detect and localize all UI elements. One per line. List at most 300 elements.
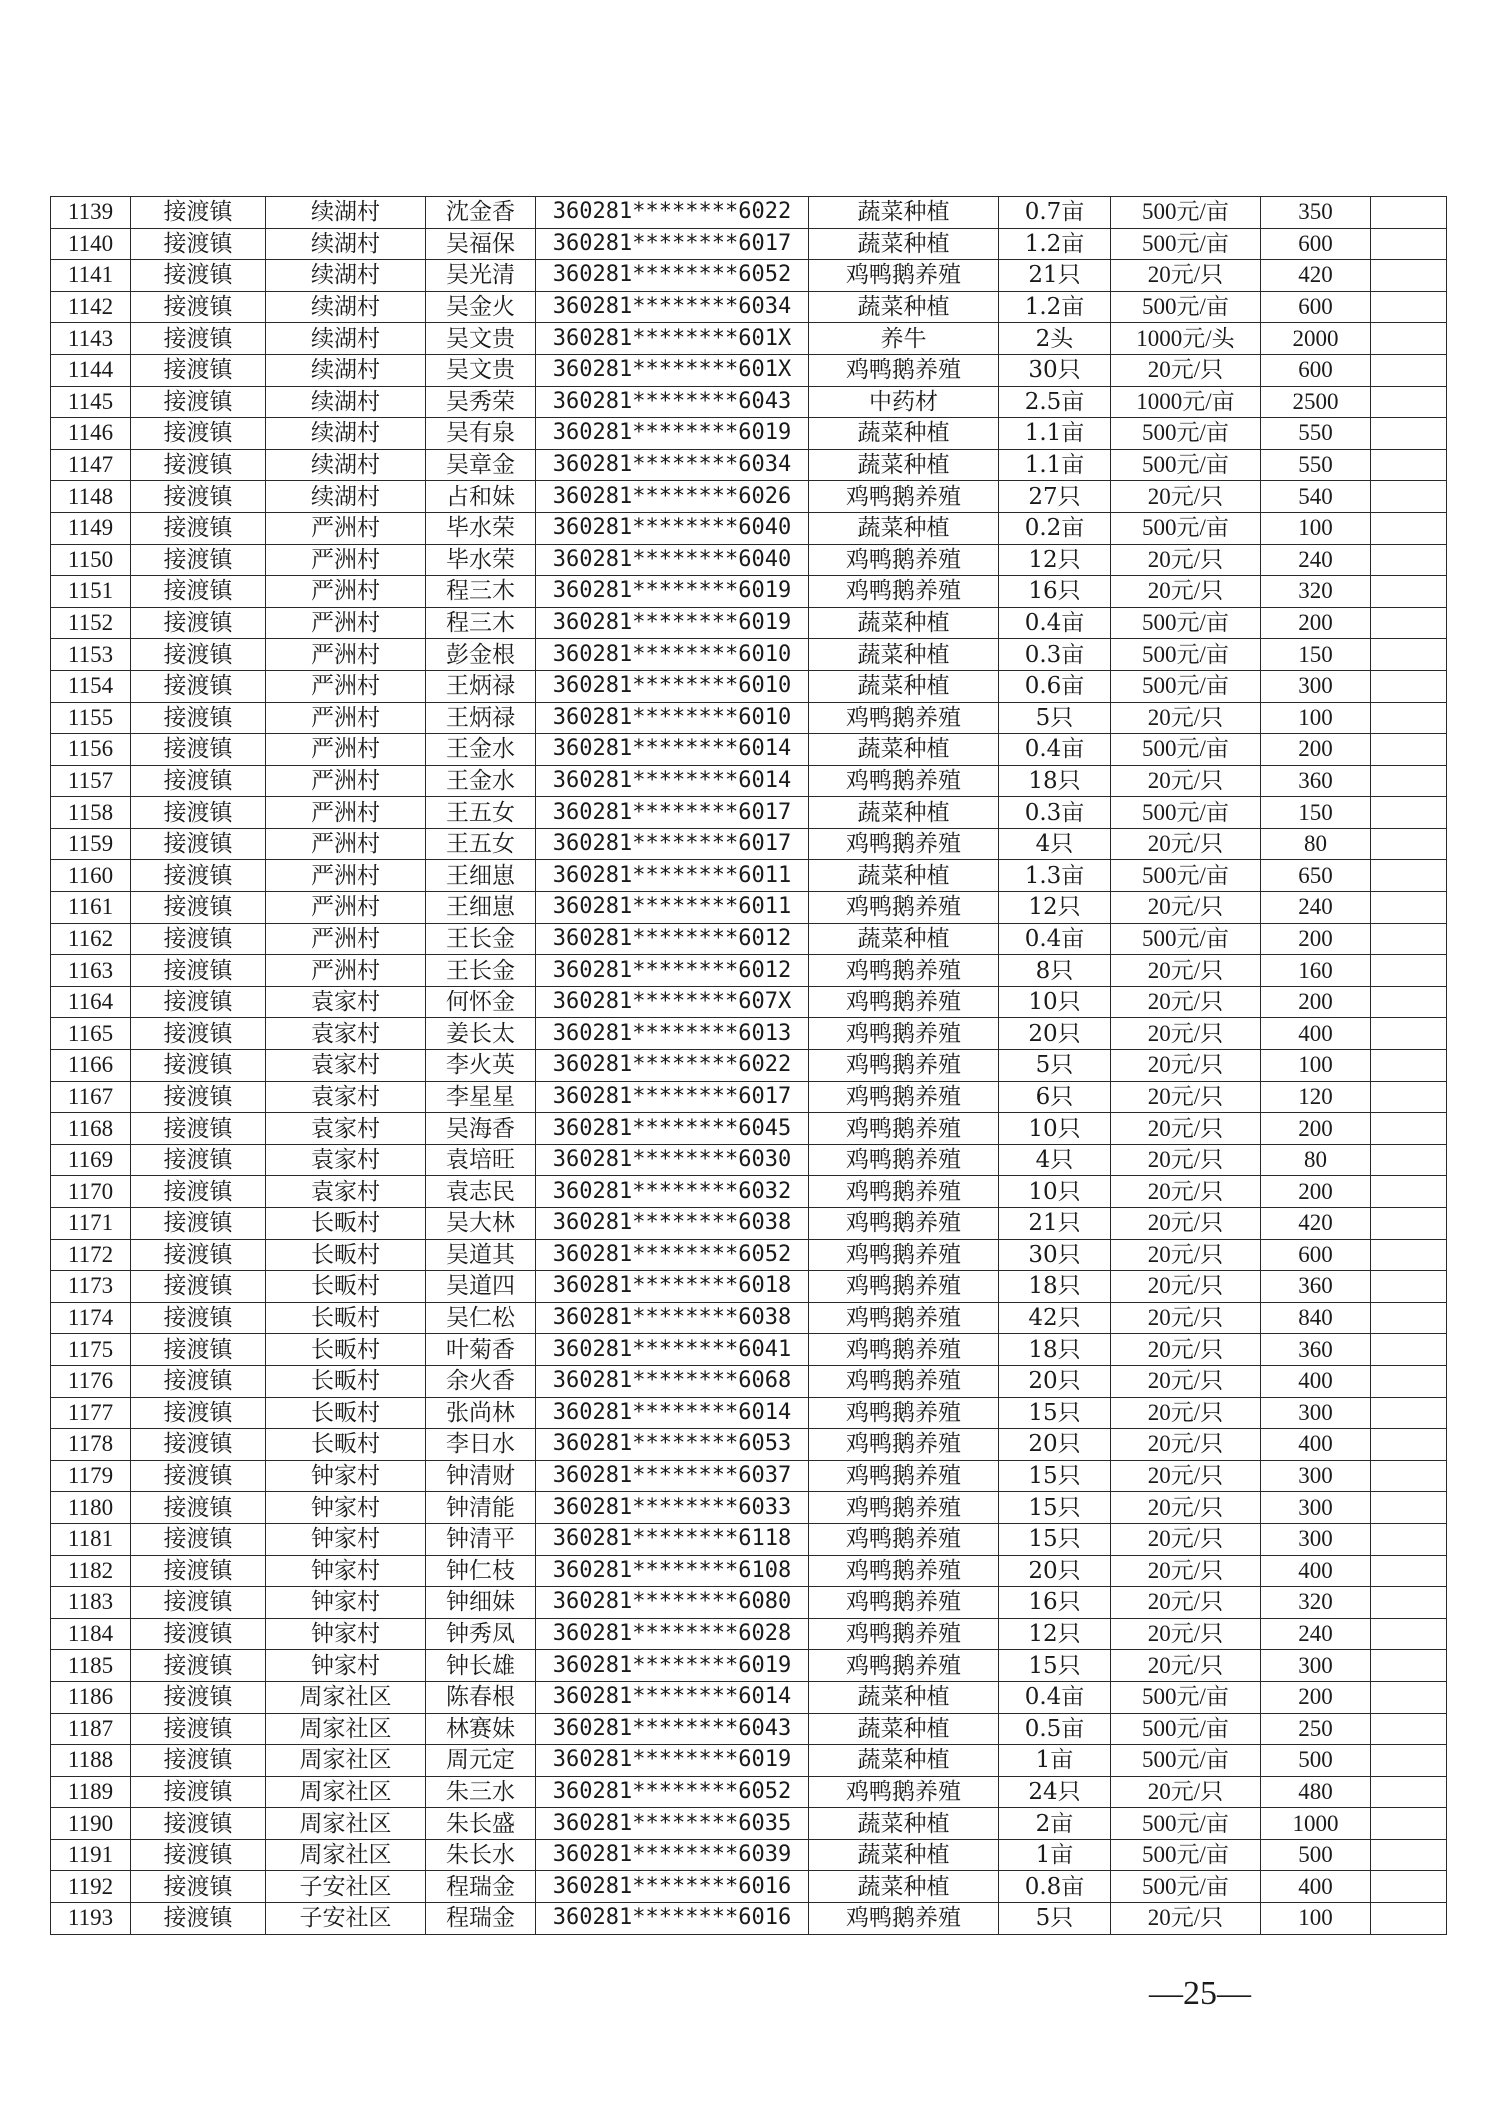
town-cell: 接渡镇 [131, 986, 266, 1018]
village-cell: 严洲村 [266, 702, 426, 734]
name-cell: 吴仁松 [426, 1302, 536, 1334]
amount-cell: 480 [1261, 1776, 1371, 1808]
amount-cell: 150 [1261, 639, 1371, 671]
table-row [51, 923, 1447, 955]
subsidy-rate-cell: 500元/亩 [1111, 228, 1261, 260]
row-number-cell: 1192 [51, 1871, 131, 1903]
id-number-cell: 360281********6011 [536, 892, 809, 924]
town-cell: 接渡镇 [131, 670, 266, 702]
village-cell: 长畈村 [266, 1239, 426, 1271]
name-cell: 钟细妹 [426, 1587, 536, 1619]
name-cell: 程瑞金 [426, 1871, 536, 1903]
table-row [51, 1208, 1447, 1240]
amount-cell: 300 [1261, 1460, 1371, 1492]
quantity-cell: 18只 [999, 1271, 1111, 1303]
quantity-cell: 6只 [999, 1081, 1111, 1113]
village-cell: 严洲村 [266, 670, 426, 702]
subsidy-rate-cell: 20元/只 [1111, 1081, 1261, 1113]
table-row [51, 1587, 1447, 1619]
name-cell: 吴大林 [426, 1208, 536, 1240]
village-cell: 钟家村 [266, 1587, 426, 1619]
subsidy-rate-cell: 20元/只 [1111, 1208, 1261, 1240]
village-cell: 严洲村 [266, 860, 426, 892]
remarks-cell [1371, 1492, 1447, 1524]
amount-cell: 360 [1261, 765, 1371, 797]
village-cell: 续湖村 [266, 228, 426, 260]
quantity-cell: 0.8亩 [999, 1871, 1111, 1903]
quantity-cell: 15只 [999, 1492, 1111, 1524]
town-cell: 接渡镇 [131, 576, 266, 608]
id-number-cell: 360281********6017 [536, 228, 809, 260]
quantity-cell: 0.4亩 [999, 607, 1111, 639]
id-number-cell: 360281********6017 [536, 1081, 809, 1113]
name-cell: 袁培旺 [426, 1144, 536, 1176]
table-row [51, 1492, 1447, 1524]
village-cell: 严洲村 [266, 892, 426, 924]
table-body [51, 197, 1447, 1935]
subsidy-rate-cell: 20元/只 [1111, 1397, 1261, 1429]
id-number-cell: 360281********6052 [536, 1776, 809, 1808]
town-cell: 接渡镇 [131, 449, 266, 481]
remarks-cell [1371, 734, 1447, 766]
name-cell: 王炳禄 [426, 702, 536, 734]
table-row [51, 1523, 1447, 1555]
name-cell: 姜长太 [426, 1018, 536, 1050]
remarks-cell [1371, 860, 1447, 892]
remarks-cell [1371, 1113, 1447, 1145]
amount-cell: 600 [1261, 291, 1371, 323]
row-number-cell: 1148 [51, 481, 131, 513]
quantity-cell: 18只 [999, 765, 1111, 797]
remarks-cell [1371, 1144, 1447, 1176]
table-row [51, 1113, 1447, 1145]
town-cell: 接渡镇 [131, 1492, 266, 1524]
village-cell: 袁家村 [266, 1081, 426, 1113]
amount-cell: 420 [1261, 1208, 1371, 1240]
remarks-cell [1371, 1808, 1447, 1840]
project-type-cell: 鸡鸭鹅养殖 [809, 544, 999, 576]
remarks-cell [1371, 1018, 1447, 1050]
table-row [51, 1050, 1447, 1082]
remarks-cell [1371, 639, 1447, 671]
village-cell: 长畈村 [266, 1397, 426, 1429]
project-type-cell: 蔬菜种植 [809, 1808, 999, 1840]
village-cell: 长畈村 [266, 1334, 426, 1366]
row-number-cell: 1168 [51, 1113, 131, 1145]
quantity-cell: 4只 [999, 1144, 1111, 1176]
subsidy-rate-cell: 20元/只 [1111, 1365, 1261, 1397]
subsidy-rate-cell: 500元/亩 [1111, 797, 1261, 829]
remarks-cell [1371, 323, 1447, 355]
row-number-cell: 1140 [51, 228, 131, 260]
village-cell: 长畈村 [266, 1365, 426, 1397]
id-number-cell: 360281********6014 [536, 1397, 809, 1429]
row-number-cell: 1139 [51, 197, 131, 229]
subsidy-rate-cell: 20元/只 [1111, 1650, 1261, 1682]
table-row [51, 1271, 1447, 1303]
id-number-cell: 360281********6017 [536, 828, 809, 860]
town-cell: 接渡镇 [131, 923, 266, 955]
village-cell: 续湖村 [266, 260, 426, 292]
project-type-cell: 鸡鸭鹅养殖 [809, 1113, 999, 1145]
quantity-cell: 15只 [999, 1460, 1111, 1492]
quantity-cell: 42只 [999, 1302, 1111, 1334]
amount-cell: 1000 [1261, 1808, 1371, 1840]
amount-cell: 100 [1261, 702, 1371, 734]
name-cell: 钟长雄 [426, 1650, 536, 1682]
id-number-cell: 360281********601X [536, 354, 809, 386]
remarks-cell [1371, 1239, 1447, 1271]
amount-cell: 200 [1261, 734, 1371, 766]
town-cell: 接渡镇 [131, 1397, 266, 1429]
row-number-cell: 1144 [51, 354, 131, 386]
project-type-cell: 鸡鸭鹅养殖 [809, 354, 999, 386]
amount-cell: 400 [1261, 1018, 1371, 1050]
id-number-cell: 360281********6026 [536, 481, 809, 513]
table-row [51, 1460, 1447, 1492]
remarks-cell [1371, 481, 1447, 513]
quantity-cell: 0.5亩 [999, 1713, 1111, 1745]
subsidy-rate-cell: 1000元/头 [1111, 323, 1261, 355]
amount-cell: 600 [1261, 354, 1371, 386]
id-number-cell: 360281********6043 [536, 386, 809, 418]
row-number-cell: 1191 [51, 1839, 131, 1871]
amount-cell: 400 [1261, 1871, 1371, 1903]
id-number-cell: 360281********6038 [536, 1302, 809, 1334]
amount-cell: 300 [1261, 1523, 1371, 1555]
project-type-cell: 鸡鸭鹅养殖 [809, 702, 999, 734]
quantity-cell: 8只 [999, 955, 1111, 987]
town-cell: 接渡镇 [131, 1208, 266, 1240]
subsidy-rate-cell: 20元/只 [1111, 1555, 1261, 1587]
row-number-cell: 1158 [51, 797, 131, 829]
table-row [51, 1429, 1447, 1461]
subsidy-rate-cell: 20元/只 [1111, 1018, 1261, 1050]
quantity-cell: 0.2亩 [999, 512, 1111, 544]
town-cell: 接渡镇 [131, 260, 266, 292]
amount-cell: 550 [1261, 418, 1371, 450]
town-cell: 接渡镇 [131, 607, 266, 639]
quantity-cell: 2头 [999, 323, 1111, 355]
amount-cell: 300 [1261, 1650, 1371, 1682]
name-cell: 沈金香 [426, 197, 536, 229]
table-row [51, 291, 1447, 323]
amount-cell: 2000 [1261, 323, 1371, 355]
remarks-cell [1371, 1397, 1447, 1429]
row-number-cell: 1161 [51, 892, 131, 924]
town-cell: 接渡镇 [131, 1176, 266, 1208]
name-cell: 毕水荣 [426, 512, 536, 544]
subsidy-rate-cell: 500元/亩 [1111, 291, 1261, 323]
village-cell: 钟家村 [266, 1650, 426, 1682]
town-cell: 接渡镇 [131, 1144, 266, 1176]
village-cell: 袁家村 [266, 1113, 426, 1145]
subsidy-rate-cell: 500元/亩 [1111, 1808, 1261, 1840]
village-cell: 周家社区 [266, 1713, 426, 1745]
id-number-cell: 360281********6010 [536, 702, 809, 734]
name-cell: 王炳禄 [426, 670, 536, 702]
project-type-cell: 蔬菜种植 [809, 1681, 999, 1713]
id-number-cell: 360281********6028 [536, 1618, 809, 1650]
id-number-cell: 360281********6010 [536, 670, 809, 702]
village-cell: 长畈村 [266, 1271, 426, 1303]
town-cell: 接渡镇 [131, 228, 266, 260]
row-number-cell: 1163 [51, 955, 131, 987]
row-number-cell: 1150 [51, 544, 131, 576]
remarks-cell [1371, 828, 1447, 860]
name-cell: 占和妹 [426, 481, 536, 513]
village-cell: 续湖村 [266, 449, 426, 481]
subsidy-rate-cell: 500元/亩 [1111, 607, 1261, 639]
amount-cell: 240 [1261, 544, 1371, 576]
amount-cell: 400 [1261, 1365, 1371, 1397]
name-cell: 李火英 [426, 1050, 536, 1082]
quantity-cell: 12只 [999, 892, 1111, 924]
town-cell: 接渡镇 [131, 1018, 266, 1050]
town-cell: 接渡镇 [131, 1587, 266, 1619]
table-row [51, 386, 1447, 418]
row-number-cell: 1175 [51, 1334, 131, 1366]
name-cell: 程三木 [426, 607, 536, 639]
table-row [51, 544, 1447, 576]
remarks-cell [1371, 1523, 1447, 1555]
quantity-cell: 5只 [999, 702, 1111, 734]
id-number-cell: 360281********6039 [536, 1839, 809, 1871]
project-type-cell: 蔬菜种植 [809, 1713, 999, 1745]
project-type-cell: 鸡鸭鹅养殖 [809, 828, 999, 860]
town-cell: 接渡镇 [131, 1239, 266, 1271]
subsidy-rate-cell: 20元/只 [1111, 1334, 1261, 1366]
table-row [51, 418, 1447, 450]
village-cell: 钟家村 [266, 1460, 426, 1492]
town-cell: 接渡镇 [131, 1650, 266, 1682]
amount-cell: 80 [1261, 1144, 1371, 1176]
project-type-cell: 蔬菜种植 [809, 291, 999, 323]
town-cell: 接渡镇 [131, 1713, 266, 1745]
remarks-cell [1371, 1903, 1447, 1935]
project-type-cell: 鸡鸭鹅养殖 [809, 1271, 999, 1303]
project-type-cell: 鸡鸭鹅养殖 [809, 1176, 999, 1208]
quantity-cell: 5只 [999, 1050, 1111, 1082]
project-type-cell: 鸡鸭鹅养殖 [809, 1018, 999, 1050]
subsidy-rate-cell: 20元/只 [1111, 1460, 1261, 1492]
project-type-cell: 鸡鸭鹅养殖 [809, 1523, 999, 1555]
town-cell: 接渡镇 [131, 1081, 266, 1113]
remarks-cell [1371, 702, 1447, 734]
name-cell: 王长金 [426, 923, 536, 955]
quantity-cell: 20只 [999, 1018, 1111, 1050]
town-cell: 接渡镇 [131, 197, 266, 229]
amount-cell: 200 [1261, 923, 1371, 955]
remarks-cell [1371, 1460, 1447, 1492]
remarks-cell [1371, 1871, 1447, 1903]
amount-cell: 200 [1261, 1176, 1371, 1208]
name-cell: 李日水 [426, 1429, 536, 1461]
village-cell: 长畈村 [266, 1302, 426, 1334]
table-row [51, 1745, 1447, 1777]
id-number-cell: 360281********6034 [536, 291, 809, 323]
subsidy-rate-cell: 20元/只 [1111, 765, 1261, 797]
id-number-cell: 360281********607X [536, 986, 809, 1018]
town-cell: 接渡镇 [131, 386, 266, 418]
subsidy-rate-cell: 500元/亩 [1111, 449, 1261, 481]
row-number-cell: 1183 [51, 1587, 131, 1619]
subsidy-rate-cell: 1000元/亩 [1111, 386, 1261, 418]
row-number-cell: 1154 [51, 670, 131, 702]
remarks-cell [1371, 291, 1447, 323]
quantity-cell: 15只 [999, 1397, 1111, 1429]
quantity-cell: 16只 [999, 1587, 1111, 1619]
project-type-cell: 蔬菜种植 [809, 449, 999, 481]
amount-cell: 100 [1261, 512, 1371, 544]
village-cell: 严洲村 [266, 828, 426, 860]
name-cell: 陈春根 [426, 1681, 536, 1713]
town-cell: 接渡镇 [131, 765, 266, 797]
town-cell: 接渡镇 [131, 1681, 266, 1713]
id-number-cell: 360281********6033 [536, 1492, 809, 1524]
remarks-cell [1371, 1650, 1447, 1682]
id-number-cell: 360281********6014 [536, 765, 809, 797]
village-cell: 周家社区 [266, 1839, 426, 1871]
id-number-cell: 360281********601X [536, 323, 809, 355]
row-number-cell: 1156 [51, 734, 131, 766]
table-row [51, 197, 1447, 229]
id-number-cell: 360281********6080 [536, 1587, 809, 1619]
amount-cell: 150 [1261, 797, 1371, 829]
amount-cell: 160 [1261, 955, 1371, 987]
quantity-cell: 0.4亩 [999, 923, 1111, 955]
id-number-cell: 360281********6010 [536, 639, 809, 671]
village-cell: 周家社区 [266, 1681, 426, 1713]
name-cell: 吴道其 [426, 1239, 536, 1271]
project-type-cell: 鸡鸭鹅养殖 [809, 1144, 999, 1176]
table-row [51, 481, 1447, 513]
subsidy-rate-cell: 500元/亩 [1111, 860, 1261, 892]
id-number-cell: 360281********6019 [536, 607, 809, 639]
amount-cell: 300 [1261, 1492, 1371, 1524]
table-row [51, 1302, 1447, 1334]
table-row [51, 1681, 1447, 1713]
quantity-cell: 10只 [999, 1176, 1111, 1208]
town-cell: 接渡镇 [131, 544, 266, 576]
quantity-cell: 1.2亩 [999, 291, 1111, 323]
row-number-cell: 1182 [51, 1555, 131, 1587]
row-number-cell: 1141 [51, 260, 131, 292]
town-cell: 接渡镇 [131, 1460, 266, 1492]
table-row [51, 1334, 1447, 1366]
table-row [51, 986, 1447, 1018]
name-cell: 程瑞金 [426, 1903, 536, 1935]
subsidy-rate-cell: 20元/只 [1111, 260, 1261, 292]
project-type-cell: 鸡鸭鹅养殖 [809, 986, 999, 1018]
project-type-cell: 蔬菜种植 [809, 923, 999, 955]
page-number: —25— [1149, 1975, 1251, 2012]
subsidy-rate-cell: 20元/只 [1111, 702, 1261, 734]
town-cell: 接渡镇 [131, 291, 266, 323]
village-cell: 袁家村 [266, 986, 426, 1018]
quantity-cell: 0.3亩 [999, 639, 1111, 671]
row-number-cell: 1146 [51, 418, 131, 450]
name-cell: 叶菊香 [426, 1334, 536, 1366]
quantity-cell: 1亩 [999, 1745, 1111, 1777]
name-cell: 王五女 [426, 828, 536, 860]
project-type-cell: 鸡鸭鹅养殖 [809, 481, 999, 513]
table-row [51, 860, 1447, 892]
village-cell: 钟家村 [266, 1555, 426, 1587]
remarks-cell [1371, 607, 1447, 639]
quantity-cell: 16只 [999, 576, 1111, 608]
quantity-cell: 24只 [999, 1776, 1111, 1808]
subsidy-rate-cell: 20元/只 [1111, 1302, 1261, 1334]
village-cell: 周家社区 [266, 1776, 426, 1808]
remarks-cell [1371, 670, 1447, 702]
table-row [51, 1239, 1447, 1271]
village-cell: 严洲村 [266, 544, 426, 576]
row-number-cell: 1162 [51, 923, 131, 955]
town-cell: 接渡镇 [131, 1555, 266, 1587]
subsidy-rate-cell: 500元/亩 [1111, 734, 1261, 766]
id-number-cell: 360281********6032 [536, 1176, 809, 1208]
row-number-cell: 1166 [51, 1050, 131, 1082]
town-cell: 接渡镇 [131, 1429, 266, 1461]
name-cell: 吴文贵 [426, 354, 536, 386]
town-cell: 接渡镇 [131, 1302, 266, 1334]
town-cell: 接渡镇 [131, 354, 266, 386]
town-cell: 接渡镇 [131, 418, 266, 450]
amount-cell: 200 [1261, 607, 1371, 639]
id-number-cell: 360281********6068 [536, 1365, 809, 1397]
name-cell: 钟秀凤 [426, 1618, 536, 1650]
quantity-cell: 21只 [999, 1208, 1111, 1240]
subsidy-rate-cell: 20元/只 [1111, 892, 1261, 924]
quantity-cell: 1.1亩 [999, 418, 1111, 450]
quantity-cell: 15只 [999, 1523, 1111, 1555]
table-row [51, 1144, 1447, 1176]
amount-cell: 840 [1261, 1302, 1371, 1334]
amount-cell: 420 [1261, 260, 1371, 292]
project-type-cell: 鸡鸭鹅养殖 [809, 1555, 999, 1587]
remarks-cell [1371, 1365, 1447, 1397]
village-cell: 严洲村 [266, 955, 426, 987]
project-type-cell: 鸡鸭鹅养殖 [809, 1365, 999, 1397]
project-type-cell: 鸡鸭鹅养殖 [809, 892, 999, 924]
village-cell: 长畈村 [266, 1208, 426, 1240]
remarks-cell [1371, 797, 1447, 829]
row-number-cell: 1185 [51, 1650, 131, 1682]
remarks-cell [1371, 1429, 1447, 1461]
row-number-cell: 1149 [51, 512, 131, 544]
row-number-cell: 1179 [51, 1460, 131, 1492]
town-cell: 接渡镇 [131, 860, 266, 892]
village-cell: 续湖村 [266, 291, 426, 323]
table-row [51, 260, 1447, 292]
name-cell: 钟仁枝 [426, 1555, 536, 1587]
subsidy-rate-cell: 500元/亩 [1111, 670, 1261, 702]
table-row [51, 1618, 1447, 1650]
name-cell: 吴福保 [426, 228, 536, 260]
subsidy-rate-cell: 500元/亩 [1111, 512, 1261, 544]
row-number-cell: 1171 [51, 1208, 131, 1240]
table-row [51, 1776, 1447, 1808]
project-type-cell: 蔬菜种植 [809, 860, 999, 892]
id-number-cell: 360281********6052 [536, 1239, 809, 1271]
remarks-cell [1371, 1776, 1447, 1808]
row-number-cell: 1145 [51, 386, 131, 418]
project-type-cell: 蔬菜种植 [809, 734, 999, 766]
project-type-cell: 蔬菜种植 [809, 418, 999, 450]
id-number-cell: 360281********6034 [536, 449, 809, 481]
remarks-cell [1371, 197, 1447, 229]
